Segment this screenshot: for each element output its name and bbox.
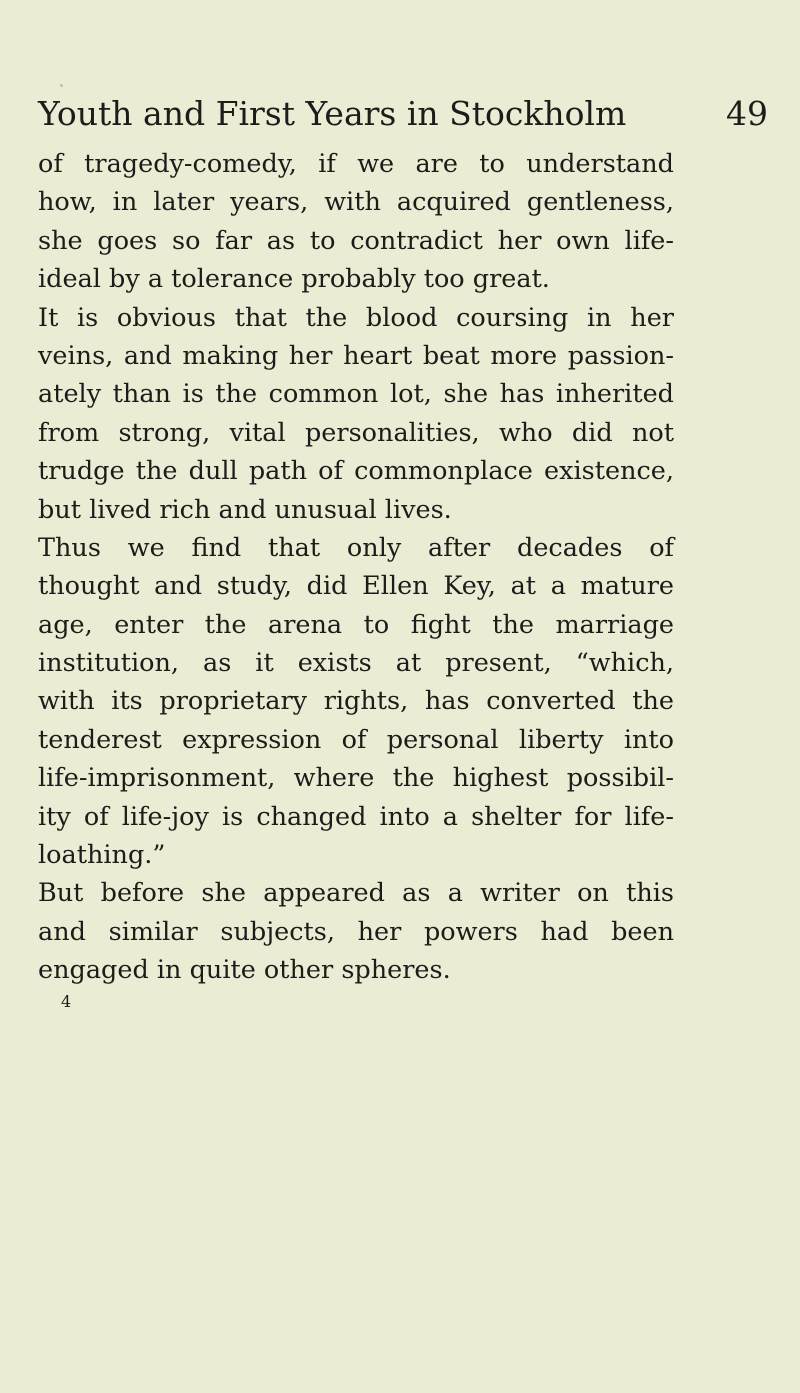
text-line: tenderest expression of personal liberty into xyxy=(38,724,674,755)
signature-mark: 4 xyxy=(61,992,72,1011)
text-line: ity of life-joy is changed into a shelter for life- xyxy=(38,801,674,832)
body-text xyxy=(38,145,674,990)
text-line: from strong, vital personalities, who did not xyxy=(38,417,674,448)
text-line: veins, and making her heart beat more passion- xyxy=(38,340,674,371)
text-line: with its proprietary rights, has converted the xyxy=(38,686,674,717)
text-line: of tragedy-comedy, if we are to understand xyxy=(38,149,674,179)
text-line: ately than is the common lot, she has inherited xyxy=(38,379,674,410)
paper-speck xyxy=(60,84,63,87)
text-line: loathing.” xyxy=(38,840,166,871)
text-line: and similar subjects, her powers had been xyxy=(38,916,674,947)
text-line: but lived rich and unusual lives. xyxy=(38,494,452,525)
text-line: she goes so far as to contradict her own life- xyxy=(38,225,674,256)
text-line: life-imprisonment, where the highest possibil- xyxy=(38,763,674,794)
page-number: 49 xyxy=(726,94,768,133)
text-line: It is obvious that the blood coursing in her xyxy=(38,302,674,333)
running-title: Youth and First Years in Stockholm xyxy=(38,94,627,133)
text-line: institution, as it exists at present, “which, xyxy=(38,648,674,679)
text-line: engaged in quite other spheres. xyxy=(38,955,451,986)
text-line: ideal by a tolerance probably too great. xyxy=(38,264,550,295)
text-line: age, enter the arena to fight the marriage xyxy=(38,609,674,640)
text-line: Thus we find that only after decades of xyxy=(38,532,674,563)
text-line: how, in later years, with acquired gentleness, xyxy=(38,187,674,218)
text-line: trudge the dull path of commonplace existence, xyxy=(38,456,674,487)
text-line: But before she appeared as a writer on this xyxy=(38,878,674,909)
running-head xyxy=(38,92,768,136)
text-line: thought and study, did Ellen Key, at a mature xyxy=(38,571,674,602)
